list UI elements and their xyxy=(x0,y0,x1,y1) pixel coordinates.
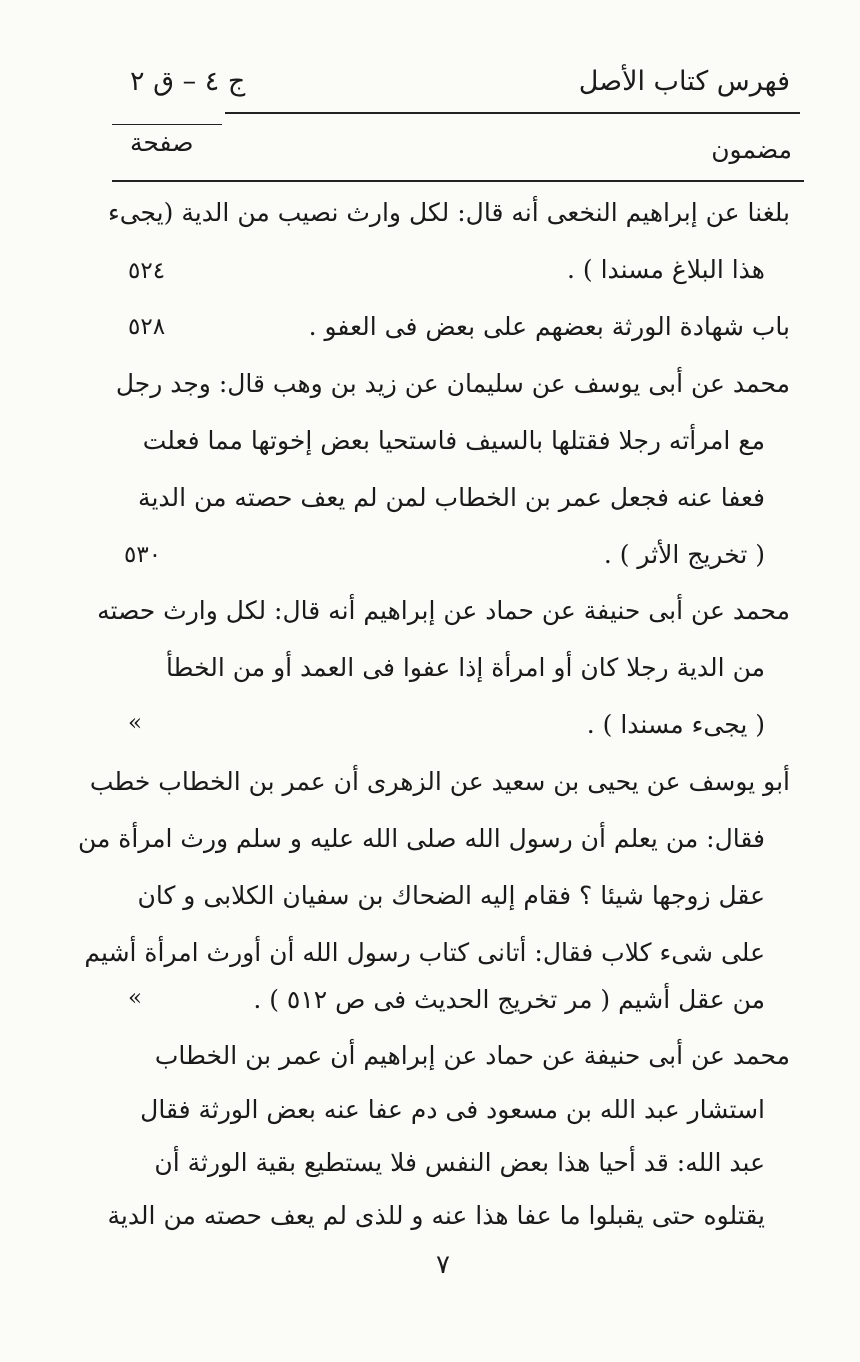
text-line: من عقل أشيم ( مر تخريج الحديث فى ص ٥١٢ ) . xyxy=(253,985,765,1014)
text-line: هذا البلاغ مسندا ) . xyxy=(567,255,765,284)
header-rule-short xyxy=(112,124,222,125)
text-line: يقتلوه حتى يقبلوا ما عفا هذا عنه و للذى لم يعف حصته من الدية xyxy=(107,1201,765,1230)
column-heading-rule xyxy=(112,180,804,182)
text-line: عقل زوجها شيئا ؟ فقام إليه الضحاك بن سفيان الكلابى و كان xyxy=(137,881,765,910)
index-title: فهرس كتاب الأصل xyxy=(578,66,790,97)
text-line: أبو يوسف عن يحيى بن سعيد عن الزهرى أن عمر بن الخطاب خطب xyxy=(89,767,790,796)
text-line: بلغنا عن إبراهيم النخعى أنه قال: لكل وارث نصيب من الدية (يجىء xyxy=(107,198,790,227)
volume-label: ج ٤ – ق ٢ xyxy=(130,66,246,97)
text-line: عبد الله: قد أحيا هذا بعض النفس فلا يستطيع بقية الورثة أن xyxy=(154,1148,765,1177)
content-column-heading: مضمون xyxy=(711,135,792,164)
text-line: ( تخريج الأثر ) . xyxy=(603,540,765,569)
page-column-heading: صفحة xyxy=(130,128,194,157)
page-ref-ditto: » xyxy=(128,710,143,736)
text-line: فعفا عنه فجعل عمر بن الخطاب لمن لم يعف حصته من الدية xyxy=(138,483,765,512)
page-number: ٧ xyxy=(436,1250,450,1280)
text-line: محمد عن أبى يوسف عن سليمان عن زيد بن وهب قال: وجد رجل xyxy=(115,369,790,398)
text-line: باب شهادة الورثة بعضهم على بعض فى العفو . xyxy=(308,312,790,341)
text-line: من الدية رجلا كان أو امرأة إذا عفوا فى العمد أو من الخطأ xyxy=(165,653,765,682)
page-ref-ditto: » xyxy=(128,985,143,1011)
text-line: على شىء كلاب فقال: أتانى كتاب رسول الله أن أورث امرأة أشيم xyxy=(84,938,765,967)
text-line: ( يجىء مسندا ) . xyxy=(586,710,765,739)
text-line: محمد عن أبى حنيفة عن حماد عن إبراهيم أنه قال: لكل وارث حصته xyxy=(97,596,790,625)
header-rule xyxy=(225,112,800,114)
text-line: استشار عبد الله بن مسعود فى دم عفا عنه بعض الورثة فقال xyxy=(140,1095,765,1124)
text-line: محمد عن أبى حنيفة عن حماد عن إبراهيم أن عمر بن الخطاب xyxy=(154,1041,790,1070)
text-line: فقال: من يعلم أن رسول الله صلى الله عليه و سلم ورث امرأة من xyxy=(77,824,765,853)
page-ref: ٥٢٨ xyxy=(128,314,166,340)
page-ref: ٥٢٤ xyxy=(128,258,166,284)
page-ref: ٥٣٠ xyxy=(124,542,162,568)
text-line: مع امرأته رجلا فقتلها بالسيف فاستحيا بعض إخوتها مما فعلت xyxy=(142,426,765,455)
